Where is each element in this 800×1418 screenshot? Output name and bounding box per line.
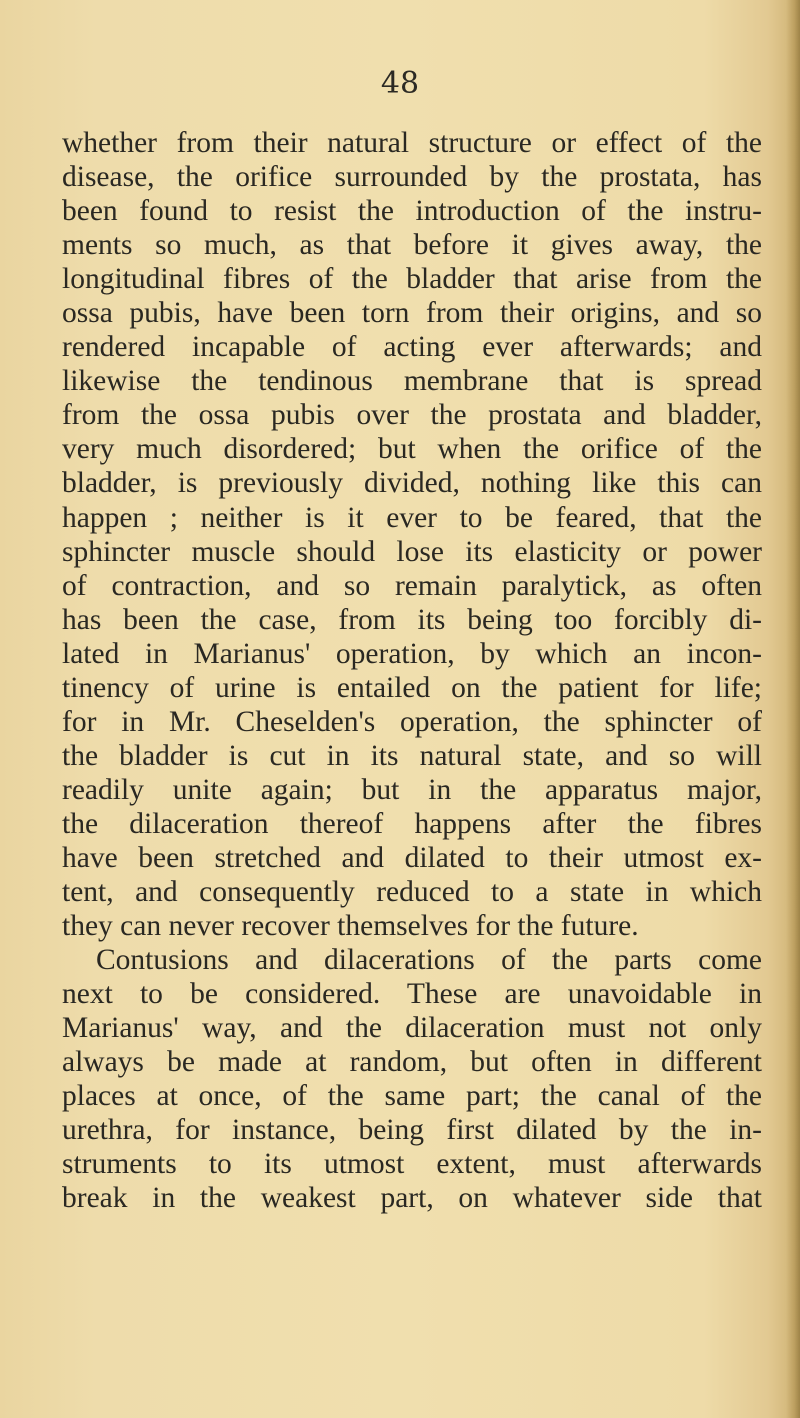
text-line: they can never recover themselves for the future. (62, 910, 639, 943)
page-number: 48 (380, 66, 420, 101)
text-line: tent, and consequently reduced to a state in which (62, 876, 762, 909)
text-line: have been stretched and dilated to their utmost ex- (62, 841, 762, 874)
text-line: lated in Marianus' operation, by which an incon- (62, 637, 762, 670)
text-line: ments so much, as that before it gives away, the (62, 229, 762, 262)
text-line: struments to its utmost extent, must afterwards (62, 1148, 762, 1181)
text-line: from the ossa pubis over the prostata and bladder, (62, 399, 762, 432)
text-line: of contraction, and so remain paralytick, as often (62, 569, 762, 602)
page-edge-shadow (786, 0, 800, 1418)
text-line: places at once, of the same part; the canal of the (62, 1080, 762, 1113)
text-line: readily unite again; but in the apparatus major, (62, 773, 762, 806)
text-line: rendered incapable of acting ever afterwards; and (62, 331, 762, 364)
page-body-text (62, 126, 762, 1216)
text-line: ossa pubis, have been torn from their origins, and so (62, 297, 762, 330)
text-line: Marianus' way, and the dilaceration must not only (62, 1012, 762, 1045)
text-line: happen ; neither is it ever to be feared, that the (62, 501, 762, 534)
text-line: the dilaceration thereof happens after the fibres (62, 807, 762, 840)
text-line: urethra, for instance, being first dilated by the in- (62, 1114, 762, 1147)
text-line: disease, the orifice surrounded by the prostata, has (62, 161, 762, 194)
text-line: break in the weakest part, on whatever side that (62, 1182, 762, 1215)
text-line: tinency of urine is entailed on the patient for life; (62, 671, 762, 704)
text-line: whether from their natural structure or effect of the (62, 127, 762, 159)
text-line: sphincter muscle should lose its elasticity or power (62, 535, 762, 568)
text-line: for in Mr. Cheselden's operation, the sphincter of (62, 705, 762, 738)
text-line: longitudinal fibres of the bladder that arise from the (62, 263, 762, 296)
text-line: been found to resist the introduction of the instru- (62, 195, 762, 228)
text-line: Contusions and dilacerations of the parts come (96, 944, 762, 977)
text-line: next to be considered. These are unavoidable in (62, 978, 762, 1011)
text-line: bladder, is previously divided, nothing like this can (62, 467, 762, 500)
text-line: the bladder is cut in its natural state, and so will (62, 739, 762, 772)
text-line: has been the case, from its being too forcibly di- (62, 603, 762, 636)
text-line: very much disordered; but when the orifice of the (62, 433, 762, 466)
text-line: always be made at random, but often in different (62, 1046, 762, 1079)
text-line: likewise the tendinous membrane that is spread (62, 365, 762, 398)
